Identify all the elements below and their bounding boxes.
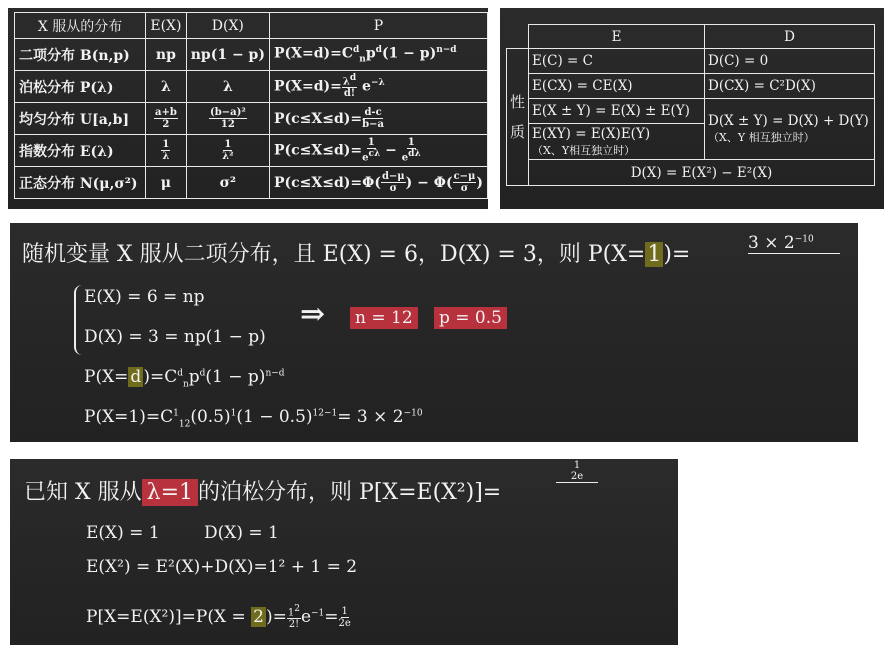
dist-p: P(c≤X≤d)= $\frac{1}{e^{c\lambda}}$ − $\frac{1}{e^{d\lambda}}$ <box>269 135 487 167</box>
variance-value: D(X) = 1 <box>204 523 279 543</box>
properties-table <box>506 24 875 186</box>
dist-name: 泊松分布 P(λ) <box>15 71 146 103</box>
header-distribution: X 服从的分布 <box>15 13 146 39</box>
properties-table-panel <box>500 8 884 209</box>
header-e: E <box>529 25 705 49</box>
header-dx: D(X) <box>186 13 269 39</box>
problem1-answer: $3 \times 2^{-10}$ <box>748 233 840 254</box>
problem2-answer: 1 2e <box>556 461 598 483</box>
dist-dx: $\frac{\text{(b−a)²}}{12}$ <box>186 103 269 135</box>
dist-name: 二项分布 B(n,p) <box>15 39 146 71</box>
p-value-badge: p = 0.5 <box>434 307 507 329</box>
table-row <box>507 74 875 99</box>
d-property: D(C) = 0 <box>705 49 875 74</box>
table-row <box>15 71 488 103</box>
dist-p: P(c≤X≤d)=Φ( $\frac{d-\mu}{\sigma}$ ) − Φ( $\frac{c-\mu}{\sigma}$ ) <box>269 167 487 199</box>
dist-ex: λ <box>146 71 187 103</box>
expectation-value: E(X) = 1 <box>86 523 160 543</box>
dist-p: P(X=d)= $\frac{\lambda^d}{d!}$ $e^{-\lambda}$ <box>269 71 487 103</box>
dist-name: 正态分布 N(μ,σ²) <box>15 167 146 199</box>
equation-brace <box>74 285 82 355</box>
problem1-question: 随机变量 X 服从二项分布，且 E(X) = 6，D(X) = 3，则 P(X=1)= <box>22 242 691 267</box>
highlight: 1 <box>647 242 662 267</box>
distribution-table-panel <box>8 8 488 209</box>
second-moment: E(X²) = E²(X)+D(X)=1² + 1 = 2 <box>86 557 358 577</box>
dist-dx: $\frac{1}{\text{λ²}}$ <box>186 135 269 167</box>
binomial-formula: P(X= d )$=C^d_np^d(1 - p)^{n-d}$ <box>84 367 285 390</box>
equation-dx: D(X) = 3 = np(1 − p) <box>84 327 266 347</box>
d-property: D(X ± Y) = D(X) + D(Y) （X、Y 相互独立时） <box>705 99 875 160</box>
e-property: E(XY) = E(X)E(Y) （X、Y相互独立时） <box>529 124 705 160</box>
side-label: 性 质 <box>507 49 529 186</box>
d-property: D(CX) = C²D(X) <box>705 74 875 99</box>
dist-ex: np <box>146 39 187 71</box>
dist-dx: σ² <box>186 167 269 199</box>
e-property: E(X ± Y) = E(X) ± E(Y) <box>529 99 705 124</box>
table-row <box>507 49 875 74</box>
dist-dx: λ <box>186 71 269 103</box>
table-row <box>15 39 488 71</box>
dist-p: $P(X=d)=C^d_np^d(1 - p)^{n-d}$ <box>269 39 487 71</box>
binomial-calculation: $P(X=1)=C^1_{12}(0.5)^1(1 - 0.5)^{12-1}= 3 \times 2^{-10}$ <box>84 407 423 430</box>
variance-formula: D(X) = E(X²) − E²(X) <box>529 160 875 186</box>
table-row <box>507 99 875 124</box>
dist-name: 指数分布 E(λ) <box>15 135 146 167</box>
dist-dx: np(1 − p) <box>186 39 269 71</box>
table-header-row <box>15 13 488 39</box>
dist-ex: $\frac{1}{\lambda}$ <box>146 135 187 167</box>
dist-name: 均匀分布 U[a,b] <box>15 103 146 135</box>
dist-p: P(c≤X≤d)= $\frac{d-c}{b-a}$ <box>269 103 487 135</box>
poisson-problem-panel <box>10 459 678 645</box>
e-property: E(CX) = CE(X) <box>529 74 705 99</box>
equation-ex: E(X) = 6 = np <box>84 287 205 307</box>
dist-ex: μ <box>146 167 187 199</box>
table-row <box>15 167 488 199</box>
implies-arrow: ⇒ <box>300 297 326 332</box>
header-ex: E(X) <box>146 13 187 39</box>
table-row <box>507 160 875 186</box>
dist-ex: $\frac{a+b}{2}$ <box>146 103 187 135</box>
table-header-row <box>507 25 875 49</box>
problem2-question: 已知 X 服从 λ=1 的泊松分布，则 P[X=E(X²)]= <box>24 480 502 505</box>
n-value-badge: n = 12 <box>350 307 418 329</box>
table-row <box>15 135 488 167</box>
distribution-table <box>14 12 488 199</box>
header-p: P <box>269 13 487 39</box>
binomial-problem-panel <box>10 223 858 442</box>
e-property: E(C) = C <box>529 49 705 74</box>
poisson-calculation: P[X=E(X²)]=P(X = 2 )= $\frac{1^2}{2!}$ $e^{-1}=$ $\frac{1}{2e}$ <box>86 604 351 631</box>
table-row <box>15 103 488 135</box>
header-d: D <box>705 25 875 49</box>
